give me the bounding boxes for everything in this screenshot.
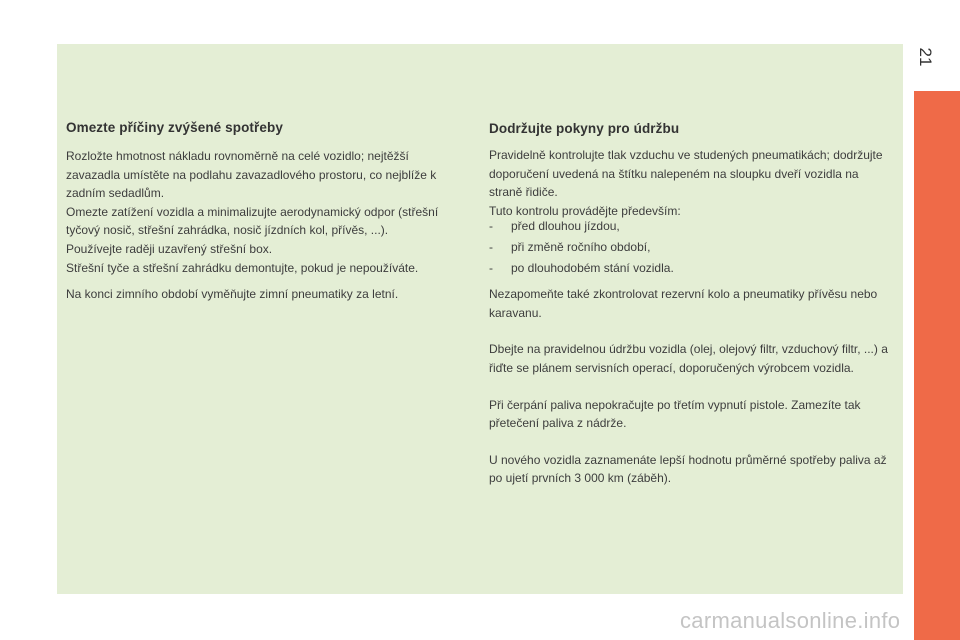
chapter-tab <box>914 91 960 640</box>
right-paragraph-3: Při čerpání paliva nepokračujte po třetím vypnutí pistole. Zamezíte tak přetečení paliva z nádrže. <box>489 397 861 431</box>
watermark: carmanualsonline.info <box>680 608 901 633</box>
list-item-text: při změně ročního období, <box>511 239 651 254</box>
right-paragraph-1: Nezapomeňte také zkontrolovat rezervní kolo a pneumatiky přívěsu nebo karavanu. <box>489 287 878 320</box>
list-item-text: po dlouhodobém stání vozidla. <box>511 260 674 275</box>
list-item <box>489 217 889 236</box>
page-number: 21 <box>916 47 935 67</box>
right-intro: Pravidelně kontrolujte tlak vzduchu ve studených pneumatikách; dodržujte doporučení uvedená na štítku nalepeném na sloupku dveří vozidla na straně řidiče. <box>489 148 883 200</box>
right-paragraph-4: U nového vozidla zaznamenáte lepší hodnotu průměrné spotřeby paliva až po ujetí prvních 3 000 km (záběh). <box>489 452 887 486</box>
right-heading: Dodržujte pokyny pro údržbu <box>489 121 680 136</box>
left-heading: Omezte příčiny zvýšené spotřeby <box>66 120 283 135</box>
bullet-marker: - <box>489 260 493 275</box>
left-paragraph-1: Rozložte hmotnost nákladu rovnoměrně na celé vozidlo; nejtěžší zavazadla umístěte na podlahu zavazadlového prostoru, co nejblíže k zadním sedadlům. <box>66 149 437 201</box>
list-item <box>489 238 889 257</box>
left-paragraph-5: Na konci zimního období vyměňujte zimní pneumatiky za letní. <box>66 287 399 302</box>
left-column <box>66 120 466 304</box>
bullet-marker: - <box>489 239 493 254</box>
check-list <box>489 217 889 277</box>
list-item-text: před dlouhou jízdou, <box>511 219 620 234</box>
right-paragraph-2: Dbejte na pravidelnou údržbu vozidla (olej, olejový filtr, vzduchový filtr, ...) a řiďte se plánem servisních operací, doporučených výrobcem vozidla. <box>489 342 888 375</box>
left-paragraph-4: Střešní tyče a střešní zahrádku demontujte, pokud je nepoužíváte. <box>66 260 419 275</box>
left-paragraph-2: Omezte zatížení vozidla a minimalizujte aerodynamický odpor (střešní tyčový nosič, střešní zahrádka, nosič jízdních kol, přívěs, ...). <box>66 204 439 238</box>
left-paragraph-3: Používejte raději uzavřený střešní box. <box>66 241 273 256</box>
right-column <box>489 121 889 488</box>
bullet-marker: - <box>489 219 493 234</box>
list-item <box>489 259 889 278</box>
check-lead: Tuto kontrolu provádějte především: <box>489 203 681 218</box>
